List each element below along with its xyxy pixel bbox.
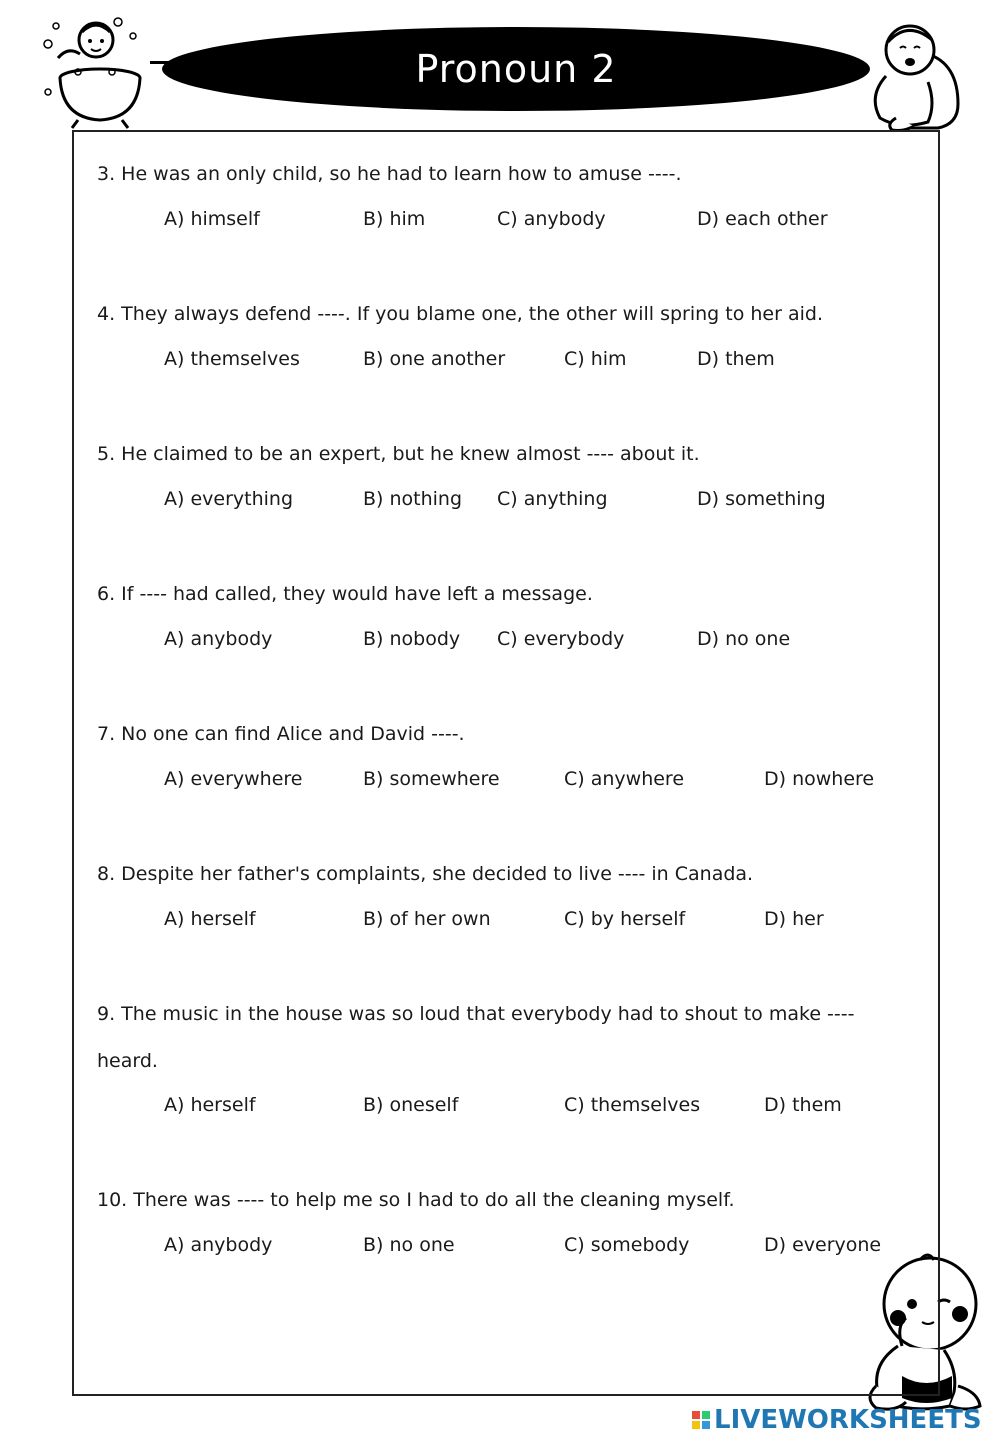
question-text: 10. There was ---- to help me so I had to do all the cleaning myself. bbox=[97, 1189, 735, 1211]
option-a[interactable]: A) herself bbox=[164, 1094, 256, 1116]
option-d[interactable]: D) nowhere bbox=[764, 768, 875, 790]
option-b[interactable]: B) him bbox=[363, 208, 426, 230]
logo-block bbox=[692, 1421, 700, 1429]
option-b[interactable]: B) nobody bbox=[363, 628, 461, 650]
option-d[interactable]: D) them bbox=[697, 348, 775, 370]
logo-block bbox=[692, 1411, 700, 1419]
option-d[interactable]: D) no one bbox=[697, 628, 791, 650]
option-c[interactable]: C) themselves bbox=[564, 1094, 701, 1116]
liveworksheets-logo[interactable] bbox=[692, 1405, 982, 1435]
option-b[interactable]: B) no one bbox=[363, 1234, 455, 1256]
option-a[interactable]: A) herself bbox=[164, 908, 256, 930]
question-text: 6. If ---- had called, they would have left a message. bbox=[97, 583, 593, 605]
option-a[interactable]: A) himself bbox=[164, 208, 260, 230]
question-text: 8. Despite her father's complaints, she decided to live ---- in Canada. bbox=[97, 863, 754, 885]
option-b[interactable]: B) of her own bbox=[363, 908, 491, 930]
option-b[interactable]: B) nothing bbox=[363, 488, 463, 510]
option-b[interactable]: B) somewhere bbox=[363, 768, 500, 790]
option-a[interactable]: A) anybody bbox=[164, 1234, 273, 1256]
option-b[interactable]: B) one another bbox=[363, 348, 506, 370]
page-title: Pronoun 2 bbox=[415, 47, 617, 91]
title-banner bbox=[162, 27, 870, 111]
brand-name: LIVEWORKSHEETS bbox=[714, 1405, 982, 1435]
logo-blocks-icon bbox=[692, 1411, 710, 1429]
option-c[interactable]: C) by herself bbox=[564, 908, 686, 930]
question-text: 4. They always defend ----. If you blame one, the other will spring to her aid. bbox=[97, 303, 823, 325]
question-text: 9. The music in the house was so loud that everybody had to shout to make ---- heard. bbox=[97, 1003, 855, 1072]
option-a[interactable]: A) everything bbox=[164, 488, 294, 510]
logo-block bbox=[702, 1421, 710, 1429]
option-c[interactable]: C) anywhere bbox=[564, 768, 685, 790]
option-c[interactable]: C) him bbox=[564, 348, 627, 370]
baby-in-tub-illustration bbox=[38, 10, 148, 132]
option-b[interactable]: B) oneself bbox=[363, 1094, 459, 1116]
option-a[interactable]: A) everywhere bbox=[164, 768, 303, 790]
option-d[interactable]: D) each other bbox=[697, 208, 828, 230]
option-c[interactable]: C) everybody bbox=[497, 628, 625, 650]
question-text: 5. He claimed to be an expert, but he knew almost ---- about it. bbox=[97, 443, 700, 465]
question-text: 7. No one can find Alice and David ----. bbox=[97, 723, 465, 745]
option-d[interactable]: D) her bbox=[764, 908, 824, 930]
option-c[interactable]: C) somebody bbox=[564, 1234, 690, 1256]
option-a[interactable]: A) themselves bbox=[164, 348, 300, 370]
option-a[interactable]: A) anybody bbox=[164, 628, 273, 650]
option-d[interactable]: D) something bbox=[697, 488, 826, 510]
sitting-baby-illustration bbox=[858, 14, 968, 132]
option-d[interactable]: D) them bbox=[764, 1094, 842, 1116]
question-text: 3. He was an only child, so he had to learn how to amuse ----. bbox=[97, 163, 682, 185]
option-d[interactable]: D) everyone bbox=[764, 1234, 882, 1256]
logo-block bbox=[702, 1411, 710, 1419]
option-c[interactable]: C) anything bbox=[497, 488, 608, 510]
option-c[interactable]: C) anybody bbox=[497, 208, 606, 230]
